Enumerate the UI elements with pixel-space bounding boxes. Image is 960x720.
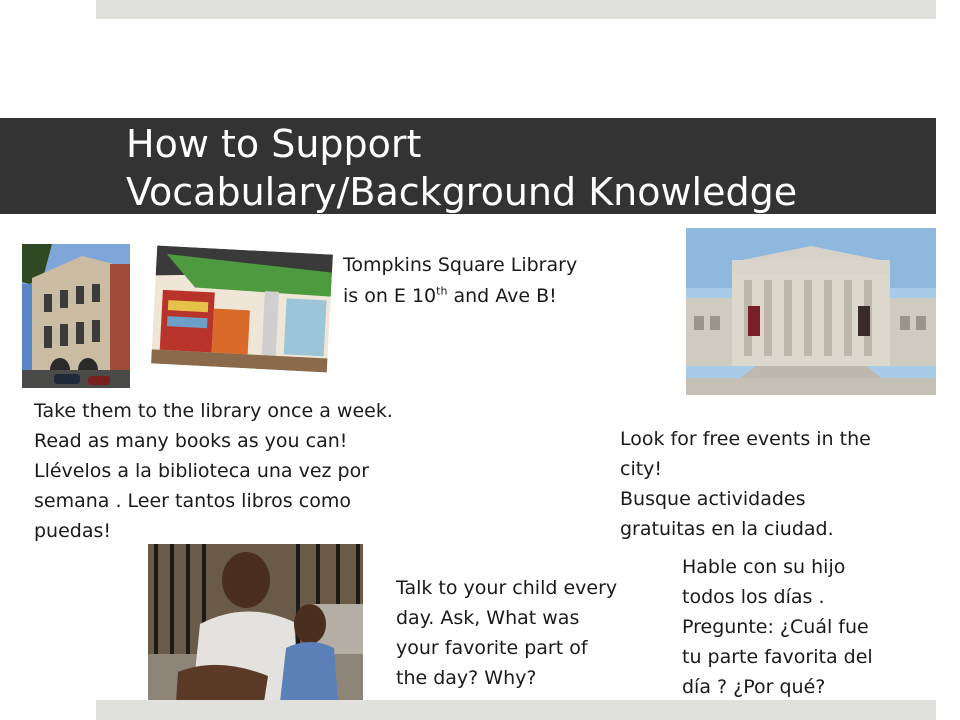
top-decorative-bar bbox=[96, 0, 936, 19]
library-tip-text bbox=[34, 396, 393, 546]
talk-tip-en-line: the day? Why? bbox=[396, 667, 537, 689]
library-tip-line: semana . Leer tantos libros como bbox=[34, 490, 351, 512]
talk-tip-en-line: day. Ask, What was bbox=[396, 607, 580, 629]
father-and-child-photo bbox=[148, 544, 363, 702]
library-location-line-1: Tompkins Square Library bbox=[343, 254, 578, 276]
talk-tip-es-line: tu parte favorita del bbox=[682, 646, 873, 668]
talk-tip-en-line: your favorite part of bbox=[396, 637, 588, 659]
museum-photo bbox=[686, 228, 936, 395]
library-location-street: is on E 10 bbox=[343, 285, 437, 307]
events-tip-text bbox=[620, 424, 871, 544]
talk-tip-es-line: día ? ¿Por qué? bbox=[682, 676, 826, 698]
slide-title bbox=[126, 120, 926, 216]
library-tip-line: puedas! bbox=[34, 520, 112, 542]
ordinal-suffix: th bbox=[436, 284, 448, 298]
events-tip-line: Busque actividades bbox=[620, 488, 806, 510]
events-tip-line: city! bbox=[620, 458, 663, 480]
talk-tip-es-line: todos los días . bbox=[682, 586, 825, 608]
talk-tip-en-line: Talk to your child every bbox=[396, 577, 618, 599]
library-tip-line: Take them to the library once a week. bbox=[34, 400, 393, 422]
talk-tip-es-line: Pregunte: ¿Cuál fue bbox=[682, 616, 869, 638]
library-tip-line: Llévelos a la biblioteca una vez por bbox=[34, 460, 370, 482]
library-location-avenue: and Ave B! bbox=[447, 285, 557, 307]
library-building-photo bbox=[22, 244, 130, 388]
title-line-1: How to Support bbox=[126, 122, 422, 166]
library-location-line-2 bbox=[343, 281, 577, 312]
events-tip-line: Look for free events in the bbox=[620, 428, 871, 450]
talk-tip-spanish bbox=[682, 552, 873, 702]
talk-tip-es-line: Hable con su hijo bbox=[682, 556, 846, 578]
library-location-note bbox=[343, 250, 577, 312]
talk-tip-english bbox=[396, 573, 617, 693]
library-tip-line: Read as many books as you can! bbox=[34, 430, 348, 452]
library-interior-photo bbox=[151, 245, 333, 372]
title-line-2: Vocabulary/Background Knowledge bbox=[126, 170, 798, 214]
bottom-decorative-bar bbox=[96, 700, 936, 720]
events-tip-line: gratuitas en la ciudad. bbox=[620, 518, 834, 540]
